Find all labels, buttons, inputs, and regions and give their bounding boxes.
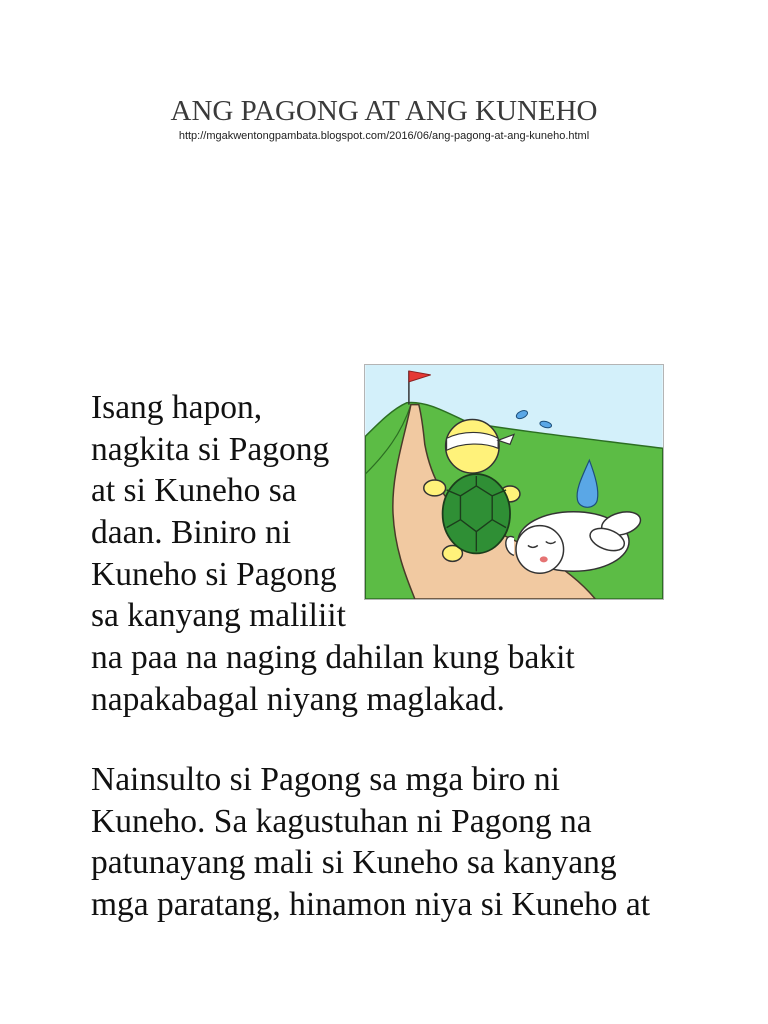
story-line: Nainsulto si Pagong sa mga biro ni xyxy=(91,761,560,798)
story-line: Kuneho. Sa kagustuhan ni Pagong na xyxy=(91,802,592,840)
story-line: patunayang mali si Kuneho sa kanyang xyxy=(91,844,617,882)
story-paragraph xyxy=(91,387,575,721)
story-line: daan. Biniro ni xyxy=(91,514,292,552)
story-line: Isang hapon, xyxy=(91,389,263,426)
story-line: na paa na naging dahilan kung bakit xyxy=(91,639,575,677)
story-line: sa kanyang maliliit xyxy=(91,597,346,635)
story-line: mga paratang, hinamon niya si Kuneho at xyxy=(91,886,651,924)
story-line: nagkita si Pagong xyxy=(91,430,330,468)
story-line: napakabagal niyang maglakad. xyxy=(91,680,505,718)
story-title: ANG PAGONG AT ANG KUNEHO xyxy=(170,95,598,127)
story-line: Kuneho si Pagong xyxy=(91,555,337,593)
story-paragraph xyxy=(91,759,650,926)
story-line: at si Kuneho sa xyxy=(91,472,297,510)
source-url: http://mgakwentongpambata.blogspot.com/2016/06/ang-pagong-at-ang-kuneho.html xyxy=(178,130,590,142)
